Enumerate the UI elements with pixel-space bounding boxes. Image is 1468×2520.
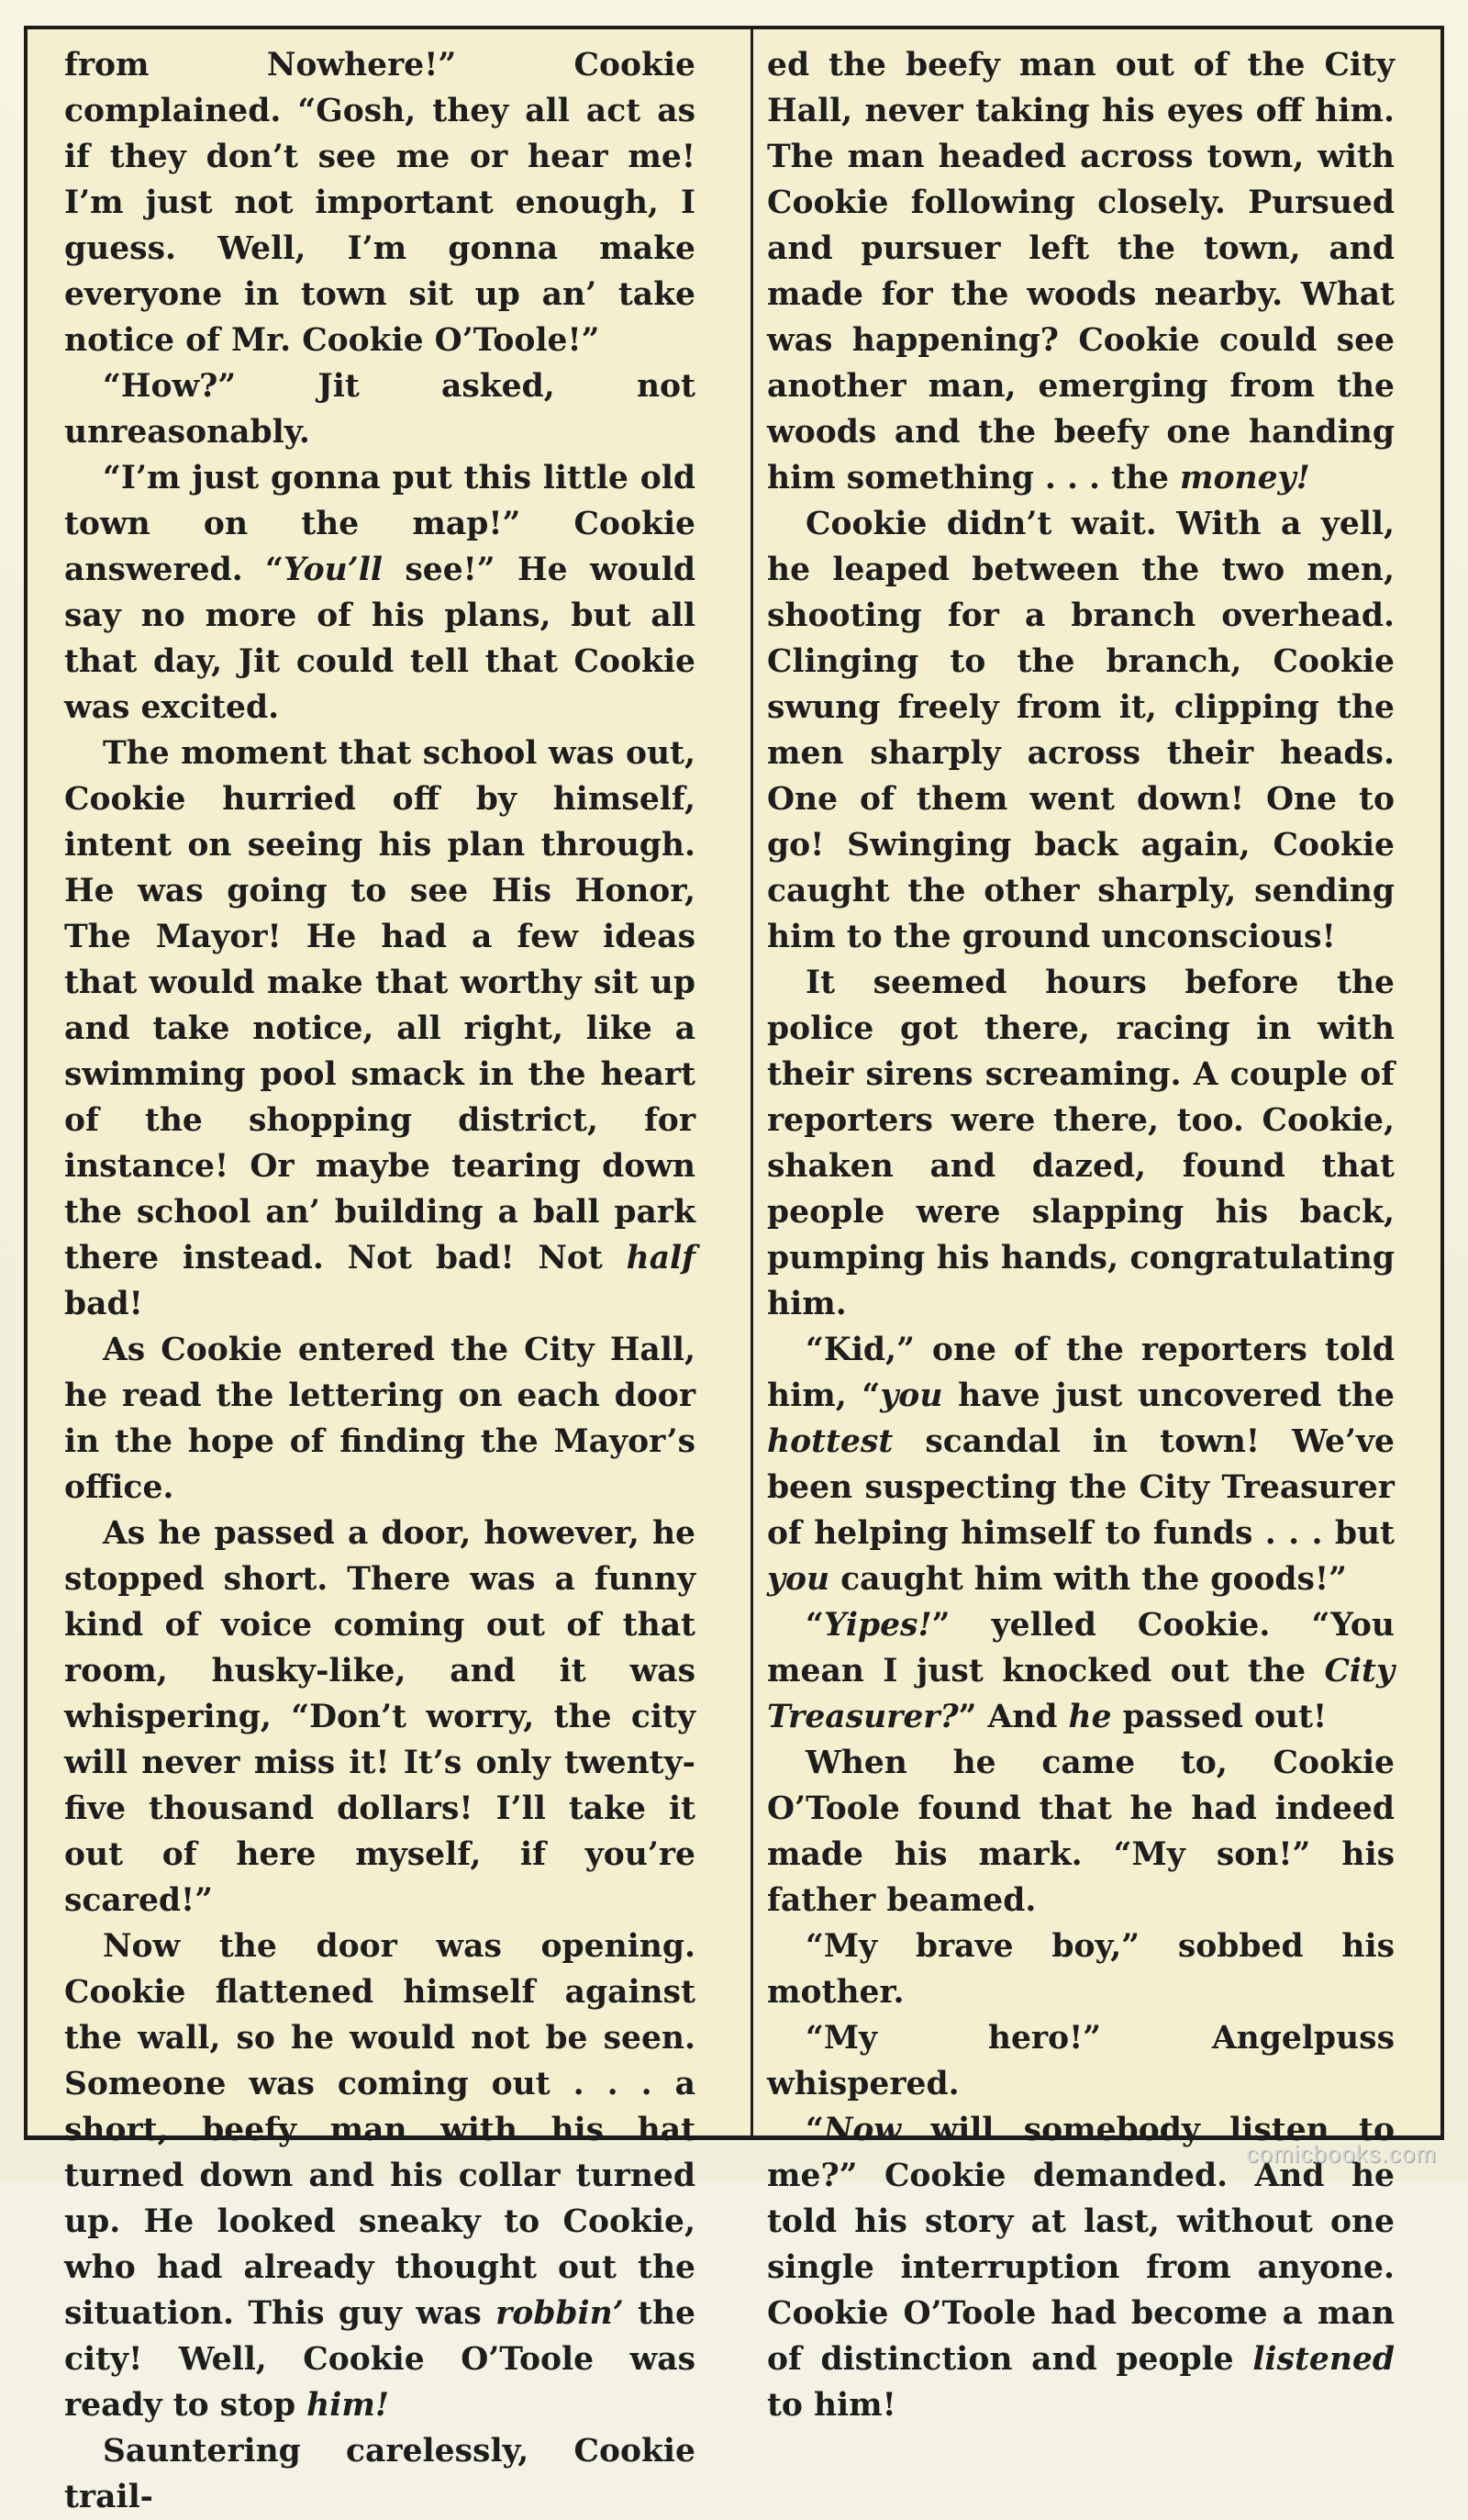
paragraph: As Cookie entered the City Hall, he read the lettering on each door in the hope of finding the Mayor’s office. [64, 1332, 695, 1506]
italic-emphasis: money! [1179, 460, 1310, 496]
italic-emphasis: him! [306, 2387, 389, 2424]
paragraph: The moment that school was out, Cookie hurried off by himself, intent on seeing his plan through. He was going to see His Honor, The Mayor! He had a few ideas that would make that worthy sit up and take notice, all right, like a swimming pool smack in the heart of the shopping district, for instance! Or maybe tearing down the school an’ building a ball park there instead. Not bad! Not half bad! [64, 735, 695, 1322]
paragraph: “My hero!” Angelpuss whispered. [767, 2020, 1395, 2102]
paragraph: from Nowhere!” Cookie complained. “Gosh, they all act as if they don’t see me or hear me! I’m just not important enough, I guess. Well, I’m gonna make everyone in town sit up an’ take notice of Mr. Cookie O’Toole!” [64, 47, 695, 359]
italic-emphasis: Yipes! [823, 1607, 932, 1644]
italic-emphasis: You’ll [284, 552, 383, 588]
left-text-column [64, 42, 695, 2520]
italic-emphasis: you [880, 1377, 943, 1414]
paragraph: Sauntering carelessly, Cookie trail- [64, 2433, 695, 2515]
site-watermark: comicbooks.com [1246, 2140, 1437, 2168]
italic-emphasis: listened [1252, 2341, 1395, 2378]
paragraph: “How?” Jit asked, not unreasonably. [64, 368, 695, 451]
paragraph: When he came to, Cookie O’Toole found that he had indeed made his mark. “My son!” his father beamed. [767, 1745, 1395, 1919]
italic-emphasis: City Treasurer? [767, 1653, 1395, 1735]
paragraph: “My brave boy,” sobbed his mother. [767, 1928, 1395, 2011]
column-divider [751, 29, 753, 2136]
paragraph: “Yipes!” yelled Cookie. “You mean I just knocked out the City Treasurer?” And he passed out! [767, 1607, 1395, 1735]
paragraph: “Now will somebody listen to me?” Cookie demanded. And he told his story at last, without one single interruption from anyone. Cookie O’Toole had become a man of distinction and people listened to him! [767, 2112, 1395, 2424]
paragraph: ed the beefy man out of the City Hall, never taking his eyes off him. The man headed across town, with Cookie following closely. Pursued and pursuer left the town, and made for the woods nearby. What was happening? Cookie could see another man, emerging from the woods and the beefy one handing him something . . . the money! [767, 47, 1395, 496]
paragraph: “Kid,” one of the reporters told him, “you have just uncovered the hottest scandal in town! We’ve been suspecting the City Treasurer of helping himself to funds . . . but you caught him with the goods!” [767, 1332, 1395, 1598]
italic-emphasis: half [626, 1240, 695, 1277]
italic-emphasis: Now [823, 2112, 902, 2148]
italic-emphasis: hottest [767, 1423, 894, 1460]
paragraph: As he passed a door, however, he stopped short. There was a funny kind of voice coming out of that room, husky-like, and it was whispering, “Don’t worry, the city will never miss it! It’s only twenty-five thousand dollars! I’ll take it out of here myself, if you’re scared!” [64, 1515, 695, 1919]
paragraph: “I’m just gonna put this little old town on the map!” Cookie answered. “You’ll see!” He would say no more of his plans, but all that day, Jit could tell that Cookie was excited. [64, 460, 695, 726]
italic-emphasis: robbin’ [495, 2295, 624, 2332]
paragraph: Cookie didn’t wait. With a yell, he leaped between the two men, shooting for a branch overhead. Clinging to the branch, Cookie swung freely from it, clipping the men sharply across their heads. One of them went down! One to go! Swinging back again, Cookie caught the other sharply, sending him to the ground unconscious! [767, 506, 1395, 955]
right-text-column [767, 42, 1395, 2428]
paragraph: It seemed hours before the police got there, racing in with their sirens screaming. A couple of reporters were there, too. Cookie, shaken and dazed, found that people were slapping his back, pumping his hands, congratulating him. [767, 965, 1395, 1322]
italic-emphasis: you [767, 1561, 830, 1598]
italic-emphasis: he [1068, 1699, 1112, 1735]
paragraph: Now the door was opening. Cookie flattened himself against the wall, so he would not be seen. Someone was coming out . . . a short, beefy man with his hat turned down and his collar turned up. He looked sneaky to Cookie, who had already thought out the situation. This guy was robbin’ the city! Well, Cookie O’Toole was ready to stop him! [64, 1928, 695, 2424]
